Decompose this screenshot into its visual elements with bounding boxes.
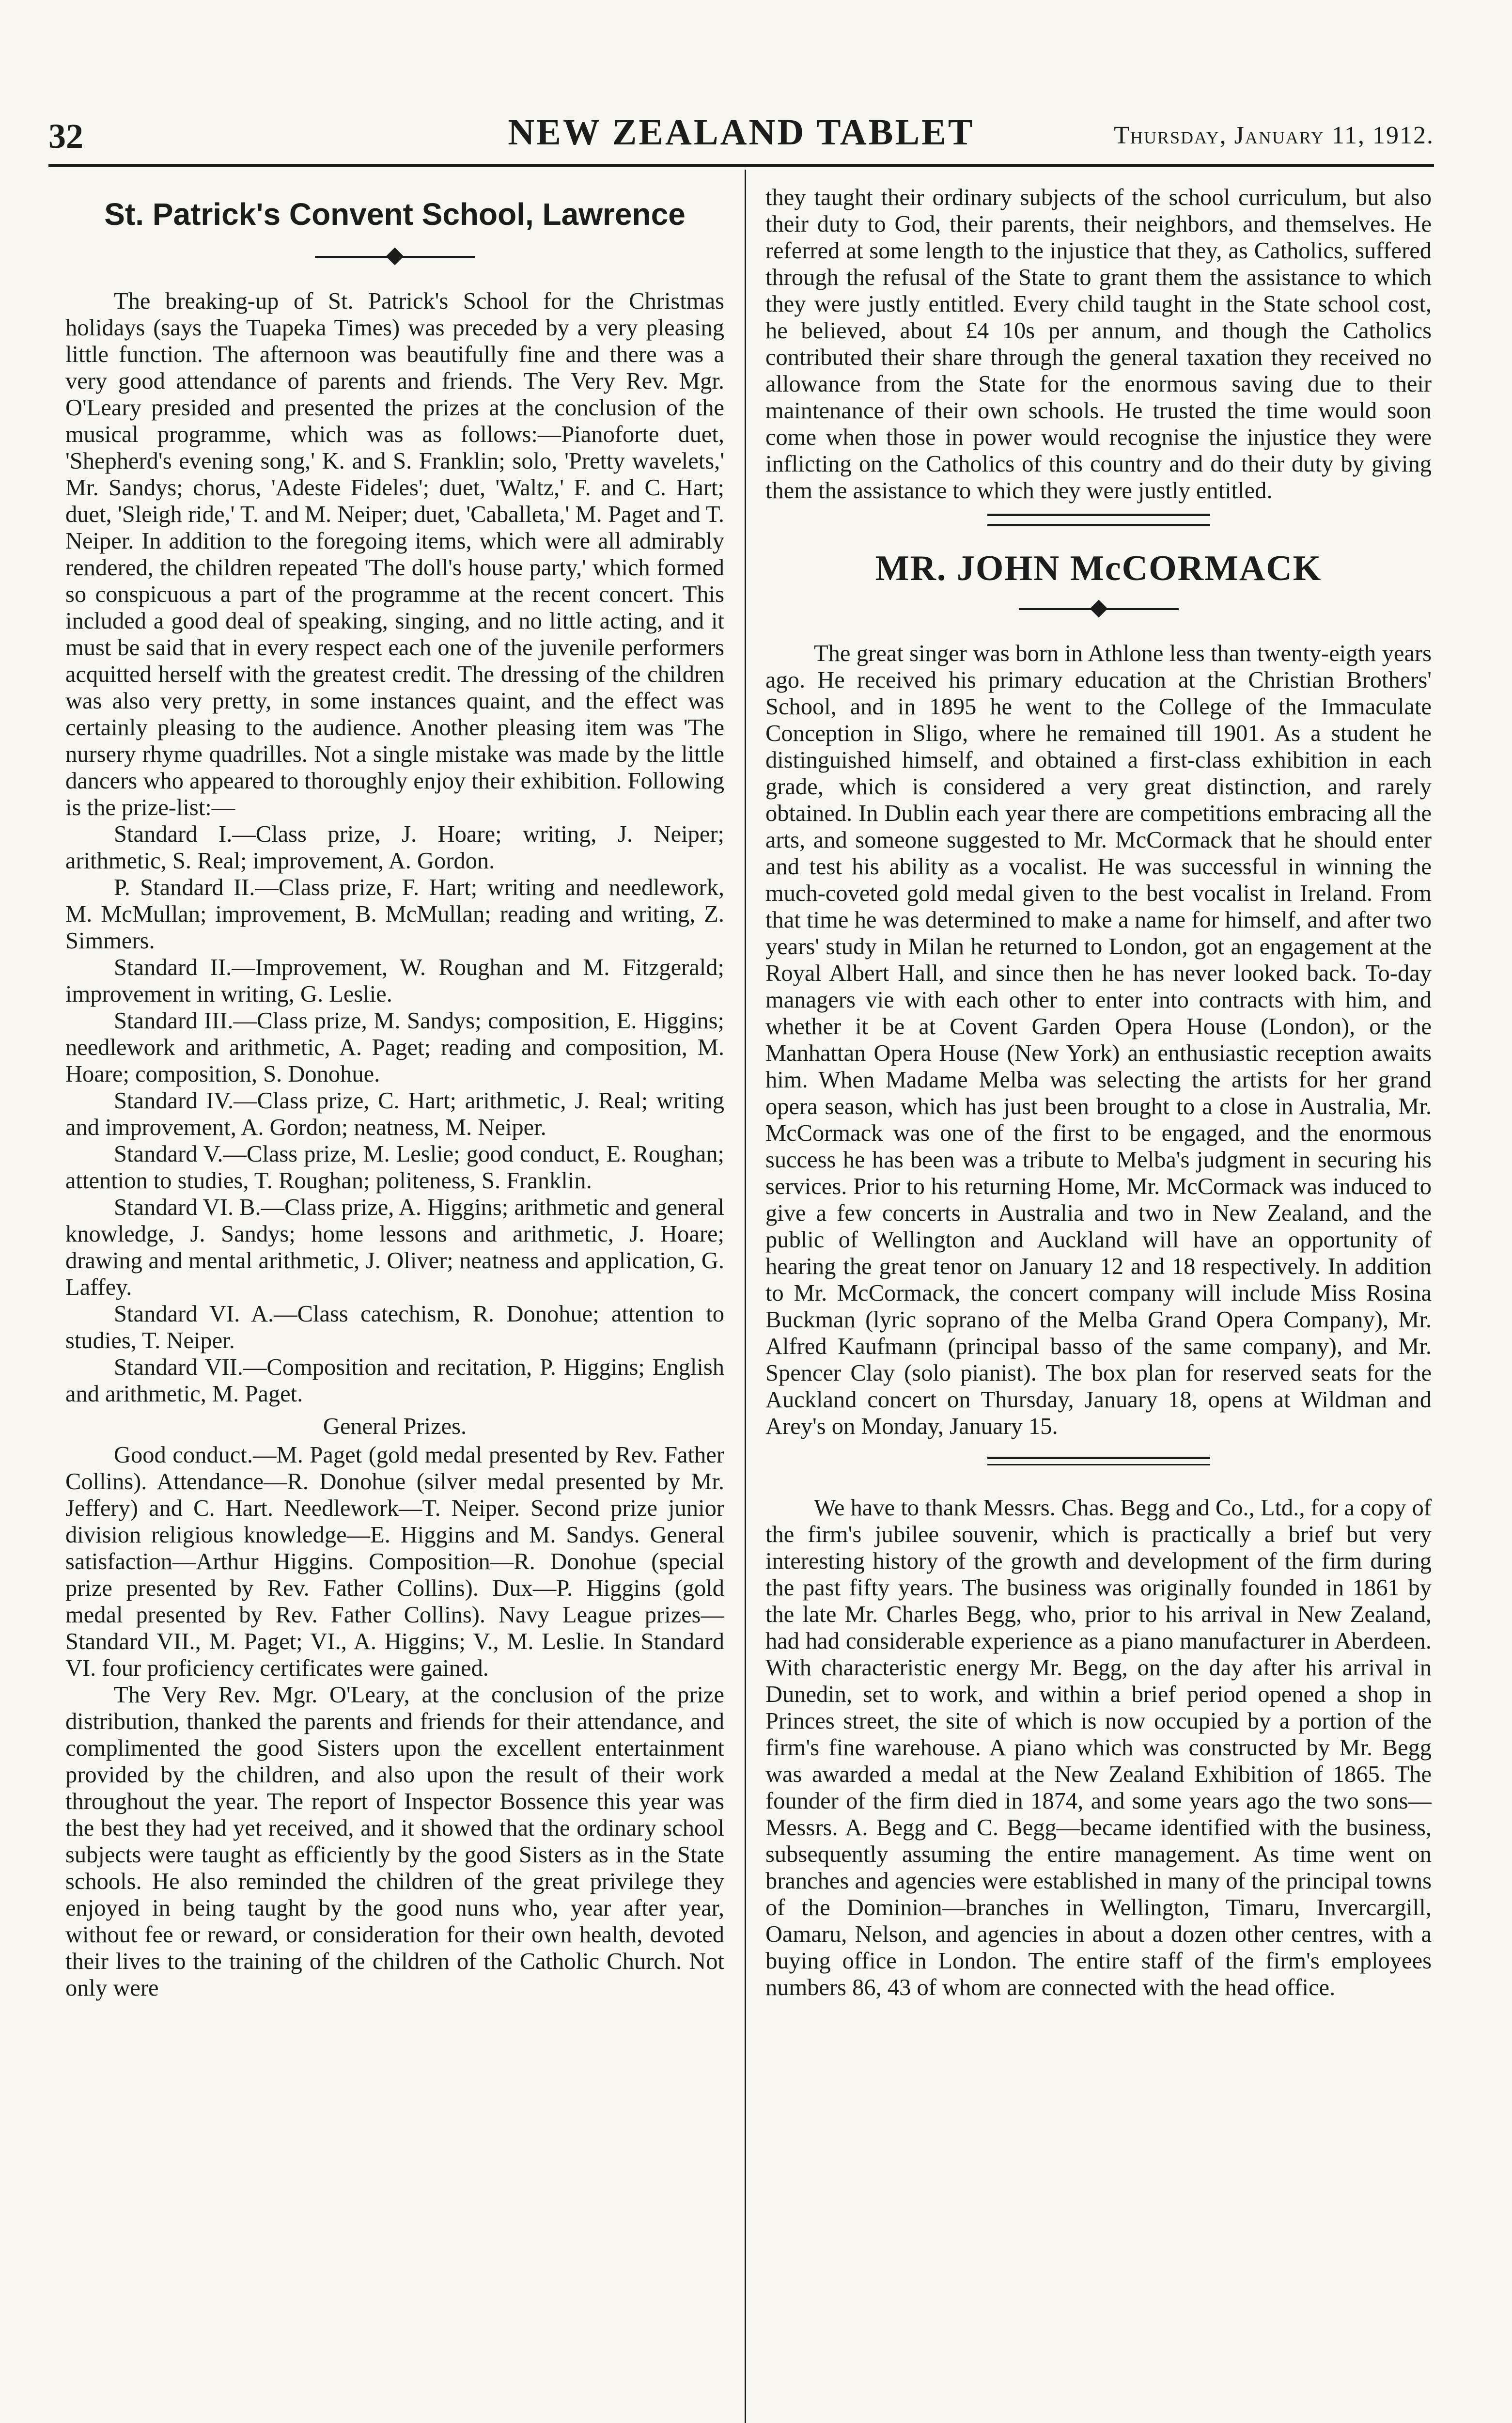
begg-paragraph: We have to thank Messrs. Chas. Begg and Co., Ltd., for a copy of the firm's jubilee souvenir, which is practically a brief but very interesting history of the growth and development of the firm during the past fifty years. The business was originally founded in 1861 by the late Mr. Charles Begg, who, prior to his arrival in New Zealand, had had considerable experience as a piano manufacturer in Aberdeen. With characteristic energy Mr. Begg, on the day after his arrival in Dunedin, set to work, and within a brief period opened a shop in Princes street, the site of which is now occupied by a portion of the firm's fine warehouse. A piano which was constructed by Mr. Begg was awarded a medal at the New Zealand Exhibition of 1865. The founder of the firm died in 1874, and some years ago the two sons—Messrs. A. Begg and C. Begg—became identified with the business, subsequently assuming the entire management. As time went on branches and agencies were established in many of the principal towns of the Dominion—branches in Wellington, Timaru, Invercargill, Oamaru, Nelson, and agencies in about a dozen other centres, with a buying office in London. The entire staff of the firm's employees numbers 86, 43 of whom are connected with the head office. xyxy=(765,1495,1432,2000)
issue-date: Thursday, January 11, 1912. xyxy=(1114,122,1434,149)
header-rule xyxy=(48,164,1434,167)
left-column xyxy=(65,184,724,2423)
section-rule xyxy=(987,1457,1210,1465)
prize-p-standard-2: P. Standard II.—Class prize, F. Hart; writing and needlework, M. McMullan; improvement, B. McMullan; reading and writing, Z. Simmers. xyxy=(65,875,724,954)
mccormack-paragraph: The great singer was born in Athlone less than twenty-eigth years ago. He received his primary education at the Christian Brothers' School, and in 1895 he went to the College of the Immaculate Conception in Sligo, where he remained till 1901. As a student he distinguished himself, and obtained a first-class exhibition in each grade, which is considered a very great distinction, and rarely obtained. In Dublin each year there are competitions embracing all the arts, and someone suggested to Mr. McCormack that he should enter and test his ability as a vocalist. He was successful in winning the much-coveted gold medal given to the best vocalist in Ireland. From that time he was determined to make a name for himself, and after two years' study in Milan he returned to London, got an engagement at the Royal Albert Hall, and since then he has never looked back. To-day managers vie with each other to enter into contracts with him, and whether it be at Covent Garden Opera House (London), or the Manhattan Opera House (New York) an enthusiastic reception awaits him. When Madame Melba was selecting the artists for her grand opera season, which has just been brought to a close in Australia, Mr. McCormack was one of the first to be engaged, and the enormous success he has been was a tribute to Melba's judgment in securing his services. Prior to his returning Home, Mr. McCormack was induced to give a few concerts in Australia and two in New Zealand, and the public of Wellington and Auckland will have an opportunity of hearing the great tenor on January 12 and 18 respectively. In addition to Mr. McCormack, the concert company will include Miss Rosina Buckman (lyric soprano of the Melba Grand Opera Company), Mr. Alfred Kaufmann (principal basso of the same company), and Mr. Spencer Clay (solo pianist). The box plan for reserved seats for the Auckland concert on Thursday, January 18, opens at Wildman and Arey's on Monday, January 15. xyxy=(765,641,1432,1439)
prize-standard-7: Standard VII.—Composition and recitation, P. Higgins; English and arithmetic, M. Paget. xyxy=(65,1354,724,1407)
general-prizes-subhead: General Prizes. xyxy=(323,1414,467,1439)
page-number: 32 xyxy=(48,117,83,156)
prize-standard-1: Standard I.—Class prize, J. Hoare; writing, J. Neiper; arithmetic, S. Real; improvement, A. Gordon. xyxy=(65,821,724,874)
article-paragraph: The breaking-up of St. Patrick's School for the Christmas holidays (says the Tuapeka Times) was preceded by a very pleasing little function. The afternoon was beautifully fine and there was a very good attendance of parents and friends. The Very Rev. Mgr. O'Leary presided and presented the prizes at the conclusion of the musical programme, which was as follows:—Pianoforte duet, 'Shepherd's evening song,' K. and S. Franklin; solo, 'Pretty wavelets,' Mr. Sandys; chorus, 'Adeste Fideles'; duet, 'Waltz,' F. and C. Hart; duet, 'Sleigh ride,' T. and M. Neiper; duet, 'Caballeta,' M. Paget and T. Neiper. In addition to the foregoing items, which were all admirably rendered, the children repeated 'The doll's house party,' which formed so conspicuous a part of the programme at the recent concert. This included a good deal of speaking, singing, and no little acting, and it must be said that in every respect each one of the juvenile performers acquitted herself with the greatest credit. The dressing of the children was also very pretty, in some instances quaint, and the effect was certainly pleasing to the audience. Another pleasing item was 'The nursery rhyme quadrilles. Not a single mistake was made by the little dancers who appeared to thoroughly enjoy their exhibition. Following is the prize-list:— xyxy=(65,288,724,820)
section-rule xyxy=(987,514,1210,526)
closing-paragraph: The Very Rev. Mgr. O'Leary, at the conclusion of the prize distribution, thanked the parents and friends for their attendance, and complimented the good Sisters upon the excellent entertainment provided by the children, and also upon the result of their work throughout the year. The report of Inspector Bossence this year was the best they had yet received, and it showed that the ordinary school subjects were taught as efficiently by the good Sisters as in the State schools. He also reminded the children of the great privilege they enjoyed in being taught by the good nuns who, year after year, without fee or reward, or consideration for their own health, devoted their lives to the training of the children of the Catholic Church. Not only were xyxy=(65,1682,724,2001)
column-divider xyxy=(745,170,746,2423)
prize-standard-3: Standard III.—Class prize, M. Sandys; composition, E. Higgins; needlework and arithmetic, A. Paget; reading and composition, M. Hoare; composition, S. Donohue. xyxy=(65,1008,724,1087)
page-header xyxy=(48,111,1434,160)
general-prizes-paragraph: Good conduct.—M. Paget (gold medal presented by Rev. Father Collins). Attendance—R. Donohue (silver medal presented by Mr. Jeffery) and C. Hart. Needlework—T. Neiper. Second prize junior division religious knowledge—E. Higgins and M. Sandys. General satisfaction—Arthur Higgins. Composition—R. Donohue (special prize presented by Rev. Father Collins). Dux—P. Higgins (gold medal presented by Rev. Father Collins). Navy League prizes—Standard VII., M. Paget; VI., A. Higgins; V., M. Leslie. In Standard VI. four proficiency certificates were gained. xyxy=(65,1442,724,1681)
masthead: NEW ZEALAND TABLET xyxy=(508,112,975,153)
continuation-paragraph: they taught their ordinary subjects of the school curriculum, but also their duty to God, their parents, their neighbors, and themselves. He referred at some length to the injustice that they, as Catholics, suffered through the refusal of the State to grant them the assistance to which they were justly entitled. Every child taught in the State school cost, he believed, about £4 10s per annum, and though the Catholics contributed their share through the general taxation they received no allowance from the State for the enormous saving due to their maintenance of their own schools. He trusted the time would soon come when those in power would recognise the injustice they were inflicting on the Catholics of this country and do their duty by giving them the assistance to which they were justly entitled. xyxy=(765,185,1432,503)
prize-standard-4: Standard IV.—Class prize, C. Hart; arithmetic, J. Real; writing and improvement, A. Gordon; neatness, M. Neiper. xyxy=(65,1088,724,1140)
prize-standard-2: Standard II.—Improvement, W. Roughan and M. Fitzgerald; improvement in writing, G. Leslie. xyxy=(65,955,724,1007)
right-column xyxy=(765,184,1432,2423)
prize-standard-5: Standard V.—Class prize, M. Leslie; good conduct, E. Roughan; attention to studies, T. Roughan; politeness, S. Franklin. xyxy=(65,1141,724,1194)
prize-standard-6a: Standard VI. A.—Class catechism, R. Donohue; attention to studies, T. Neiper. xyxy=(65,1301,724,1353)
article-title-mccormack: MR. JOHN McCORMACK xyxy=(875,549,1322,588)
article-title-convent-school: St. Patrick's Convent School, Lawrence xyxy=(104,197,686,232)
prize-standard-6b: Standard VI. B.—Class prize, A. Higgins; arithmetic and general knowledge, J. Sandys; home lessons and arithmetic, J. Hoare; drawing and mental arithmetic, J. Oliver; neatness and application, G. Laffey. xyxy=(65,1195,724,1300)
title-ornament xyxy=(1019,599,1179,618)
title-ornament xyxy=(315,247,475,266)
